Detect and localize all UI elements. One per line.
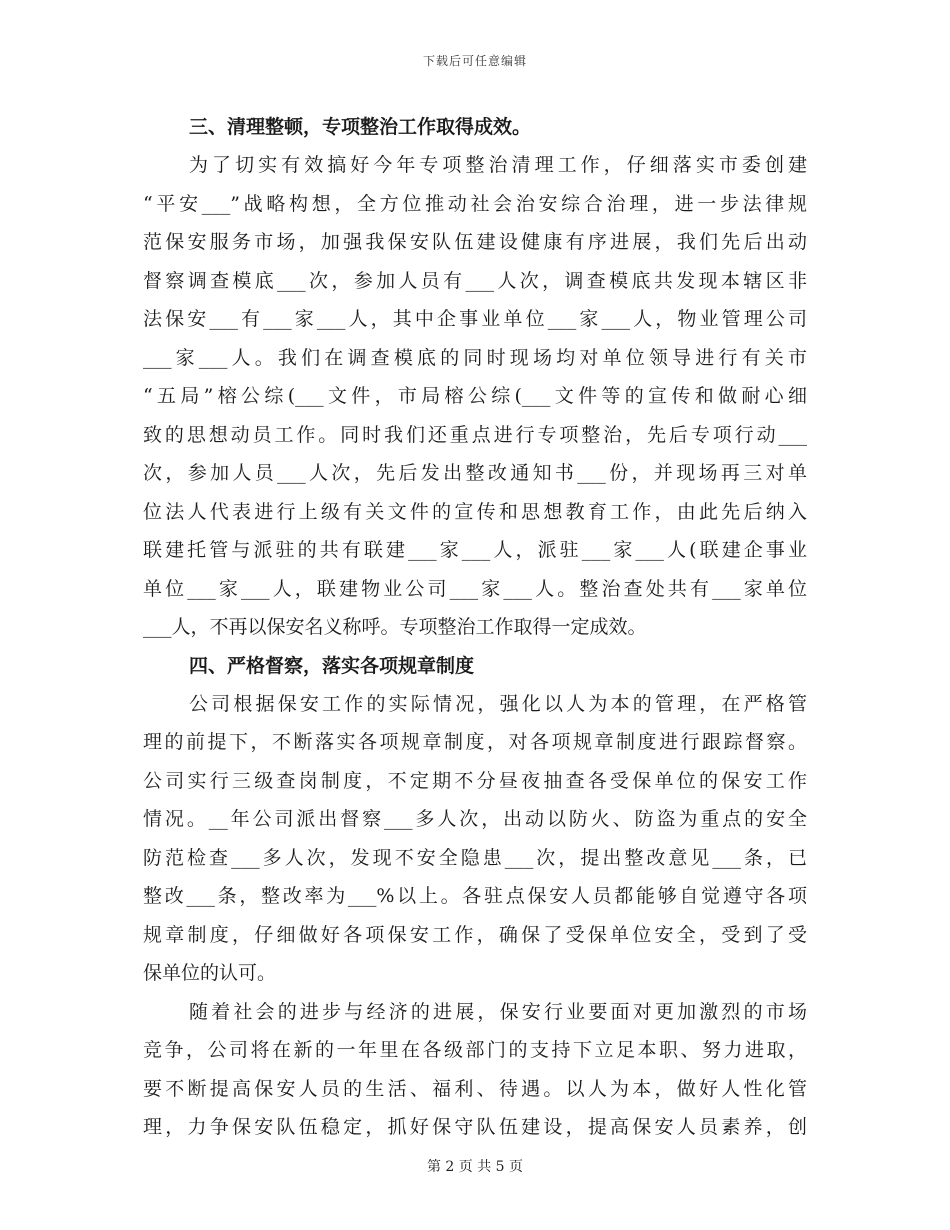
text-line: 整改___条，整改率为___%以上。各驻点保安人员都能够自觉遵守各项 — [143, 885, 807, 907]
document-body — [143, 108, 807, 1147]
section-heading-3: 三、清理整顿，专项整治工作取得成效。 — [189, 116, 532, 138]
text-line: 督察调查模底___次，参加人员有___人次，调查模底共发现本辖区非 — [143, 269, 807, 292]
paragraph — [143, 993, 807, 1147]
page-header: 下载后可任意编辑 — [422, 54, 527, 68]
text-line: 要不断提高保安人员的生活、福利、待遇。以人为本，做好人性化管 — [143, 1077, 807, 1100]
text-line: 致的思想动员工作。同时我们还重点进行专项整治，先后专项行动___ — [143, 423, 807, 446]
section-heading-4: 四、严格督察，落实各项规章制度 — [189, 654, 475, 677]
text-line: 位法人代表进行上级有关文件的宣传和思想教育工作，由此先后纳入 — [143, 500, 807, 523]
text-line: 情况。__年公司派出督察___多人次，出动以防火、防盗为重点的安全 — [143, 808, 807, 830]
text-line: 单位___家___人，联建物业公司___家___人。整治查处共有___家单位 — [143, 577, 807, 600]
text-line: 防范检查___多人次，发现不安全隐患___次，提出整改意见___条，已 — [143, 846, 807, 869]
text-line: 随着社会的进步与经济的进展，保安行业要面对更加激烈的市场 — [189, 1000, 807, 1023]
text-line: “五局”榕公综(___文件，市局榕公综(___文件等的宣传和做耐心细 — [143, 385, 807, 407]
text-line: ___人，不再以保安名义称呼。专项整治工作取得一定成效。 — [143, 616, 647, 638]
text-line: 法保安___有___家___人，其中企事业单位___家___人，物业管理公司 — [143, 308, 807, 330]
paragraph — [143, 146, 807, 647]
text-line: 理，力争保安队伍稳定，抓好保守队伍建设，提高保安人员素养，创 — [143, 1116, 807, 1138]
text-line: 联建托管与派驻的共有联建___家___人，派驻___家___人(联建企事业 — [143, 539, 807, 561]
text-line: 竞争，公司将在新的一年里在各级部门的支持下立足本职、努力进取， — [143, 1039, 807, 1061]
text-line: 公司实行三级查岗制度，不定期不分昼夜抽查各受保单位的保安工作 — [143, 769, 807, 792]
text-line: 次，参加人员___人次，先后发出整改通知书___份，并现场再三对单 — [143, 462, 807, 484]
text-line: 公司根据保安工作的实际情况，强化以人为本的管理，在严格管 — [189, 692, 807, 715]
text-line: “平安___”战略构想，全方位推动社会治安综合治理，进一步法律规 — [143, 192, 807, 215]
text-line: 规章制度，仔细做好各项保安工作，确保了受保单位安全，受到了受 — [143, 923, 807, 946]
text-line: 保单位的认可。 — [143, 962, 277, 984]
text-line: ___家___人。我们在调查模底的同时现场均对单位领导进行有关市 — [143, 346, 807, 369]
text-line: 范保安服务市场，加强我保安队伍建设健康有序进展，我们先后出动 — [143, 231, 807, 253]
text-line: 为了切实有效搞好今年专项整治清理工作，仔细落实市委创建 — [189, 154, 807, 176]
paragraph — [143, 685, 807, 993]
page-footer: 第 2 页 共 5 页 — [426, 1159, 524, 1175]
text-line: 理的前提下，不断落实各项规章制度，对各项规章制度进行跟踪督察。 — [143, 731, 807, 753]
